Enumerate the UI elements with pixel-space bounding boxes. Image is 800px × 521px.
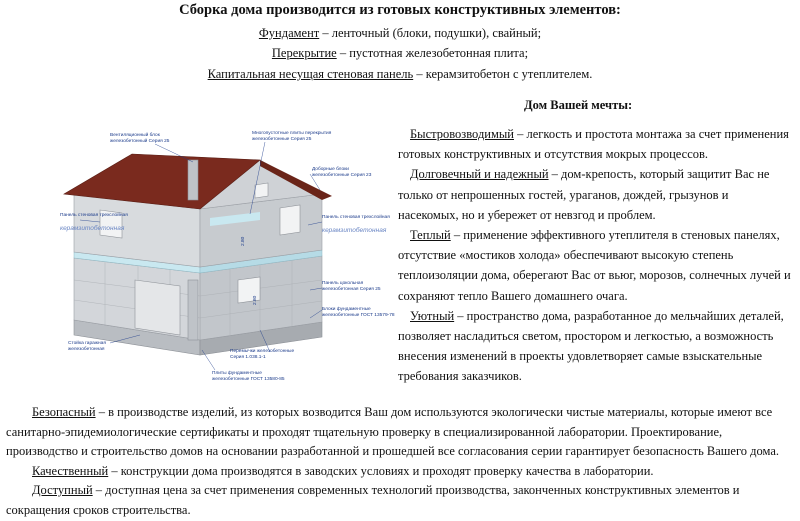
features-list xyxy=(398,124,792,387)
header-line-foundation xyxy=(0,26,800,41)
header-line-slab xyxy=(0,46,800,61)
label-lintel-2: Серия 1.038.1-1 xyxy=(230,355,266,360)
label-plinth-2: железобетонная Серия 25 xyxy=(322,287,381,292)
label-vent-1: Вентиляционный блок xyxy=(110,133,160,138)
label-ceramsite-left: керамзитобетонная xyxy=(60,225,125,232)
label-vent-2: железобетонный Серия 25 xyxy=(110,139,170,144)
feature-term: Качественный xyxy=(32,463,109,478)
text-panel: – керамзитобетон с утеплителем. xyxy=(413,67,593,81)
label-panel-right: Панель стеновая трехслойная xyxy=(322,215,390,220)
feature-warm xyxy=(398,225,792,306)
feature-term: Долговечный и надежный xyxy=(410,167,549,182)
label-fblocks-2: железобетонные ГОСТ 13579-78 xyxy=(322,313,395,318)
label-slabs-2: железобетонные Серия 25 xyxy=(252,137,312,142)
label-plinth-1: Панель цокольная xyxy=(322,281,364,286)
label-fplates-1: Плиты фундаментные xyxy=(212,371,262,376)
label-slabs-1: Многопустотные плиты перекрытия xyxy=(252,131,332,136)
window-upper-side xyxy=(280,205,300,235)
label-garage-2: железобетонная xyxy=(68,347,105,352)
feature-text: – дом-крепость, который защитит Вас не только от непрошенных гостей, ураганов, дождей, грызунов и насекомых, но и убережет от невзгод и проблем. xyxy=(398,167,770,222)
garage-opening xyxy=(135,280,180,335)
label-extra-2: железобетонные Серия 23 xyxy=(312,173,372,178)
feature-safe xyxy=(6,403,796,462)
feature-term: Теплый xyxy=(410,228,451,243)
text-foundation: – ленточный (блоки, подушки), свайный; xyxy=(319,26,542,40)
term-panel: Капитальная несущая стеновая панель xyxy=(207,67,414,81)
term-slab: Перекрытие xyxy=(271,46,337,60)
label-lintel-1: Перемычки железобетонные xyxy=(230,349,295,354)
feature-quality xyxy=(6,462,796,482)
feature-fast xyxy=(398,124,792,164)
bottom-features xyxy=(6,403,796,521)
page-title: Сборка дома производится из готовых конструктивных элементов: xyxy=(179,2,621,18)
text-slab: – пустотная железобетонная плита; xyxy=(336,46,529,60)
label-panel-left: Панель стеновая трехслойная xyxy=(60,213,128,218)
dream-house-heading: Дом Вашей мечты: xyxy=(524,98,633,112)
label-fplates-2: железобетонные ГОСТ 13580-85 xyxy=(212,377,285,382)
label-garage-1: Стойка гаражная xyxy=(68,341,106,346)
feature-cozy xyxy=(398,306,792,387)
window-gable xyxy=(255,183,268,198)
label-ceramsite-right: керамзитобетонная xyxy=(322,227,387,234)
feature-term: Безопасный xyxy=(32,405,96,419)
dim-upper: 2.80 xyxy=(241,236,246,246)
feature-text: – конструкции дома производятся в заводских условиях и проходят проверку качества в лаборатории. xyxy=(108,463,654,478)
label-fblocks-1: Блоки фундаментные xyxy=(322,307,371,312)
feature-affordable xyxy=(6,481,796,520)
label-extra-1: Доборные блоки xyxy=(312,167,349,172)
feature-term: Доступный xyxy=(32,483,93,498)
feature-term: Быстровозводимый xyxy=(410,127,514,141)
feature-text: – в производстве изделий, из которых возводится Ваш дом используются экологически чистые материалы, которые имеют все санитарно-эпидемиологические сертификаты и проходят тщательную проверку в специализированной лаборатории. Проектирование, производство и строительство домов на основании разработанной и прошедшей все согласования серии гарантирует безопасность Вашего дома. xyxy=(6,405,780,459)
feature-term: Уютный xyxy=(410,308,455,323)
header-line-panel xyxy=(0,67,800,82)
dim-lower: 2.80 xyxy=(253,295,258,305)
feature-text: – применение эффективного утеплителя в стеновых панелях, отсутствие «мостиков холода» обеспечивают высокую степень теплоизоляции дома, оберегают Вас от вьюг, морозов, солнечных лучей и сохраняют тепло Вашего домашнего очага. xyxy=(398,228,791,303)
house-illustration xyxy=(60,130,395,392)
feature-text: – легкость и простота монтажа за счет применения готовых конструктивных и отсутствия мокрых процессов. xyxy=(398,127,789,162)
feature-text: – пространство дома, разработанное до мельчайших деталей, позволяет насладиться светом, простором и легкостью, а возможность внесения изменений в проекты удовлетворяет самые взыскательные требования заказчиков. xyxy=(398,308,784,384)
vent-block xyxy=(188,160,198,200)
term-foundation: Фундамент xyxy=(258,26,320,40)
feature-text: – доступная цена за счет применения современных технологий производства, законченных конструктивных элементов и сокращения сроков строительства. xyxy=(6,483,740,517)
vent-block-lower xyxy=(188,280,198,340)
feature-durable xyxy=(398,164,792,225)
